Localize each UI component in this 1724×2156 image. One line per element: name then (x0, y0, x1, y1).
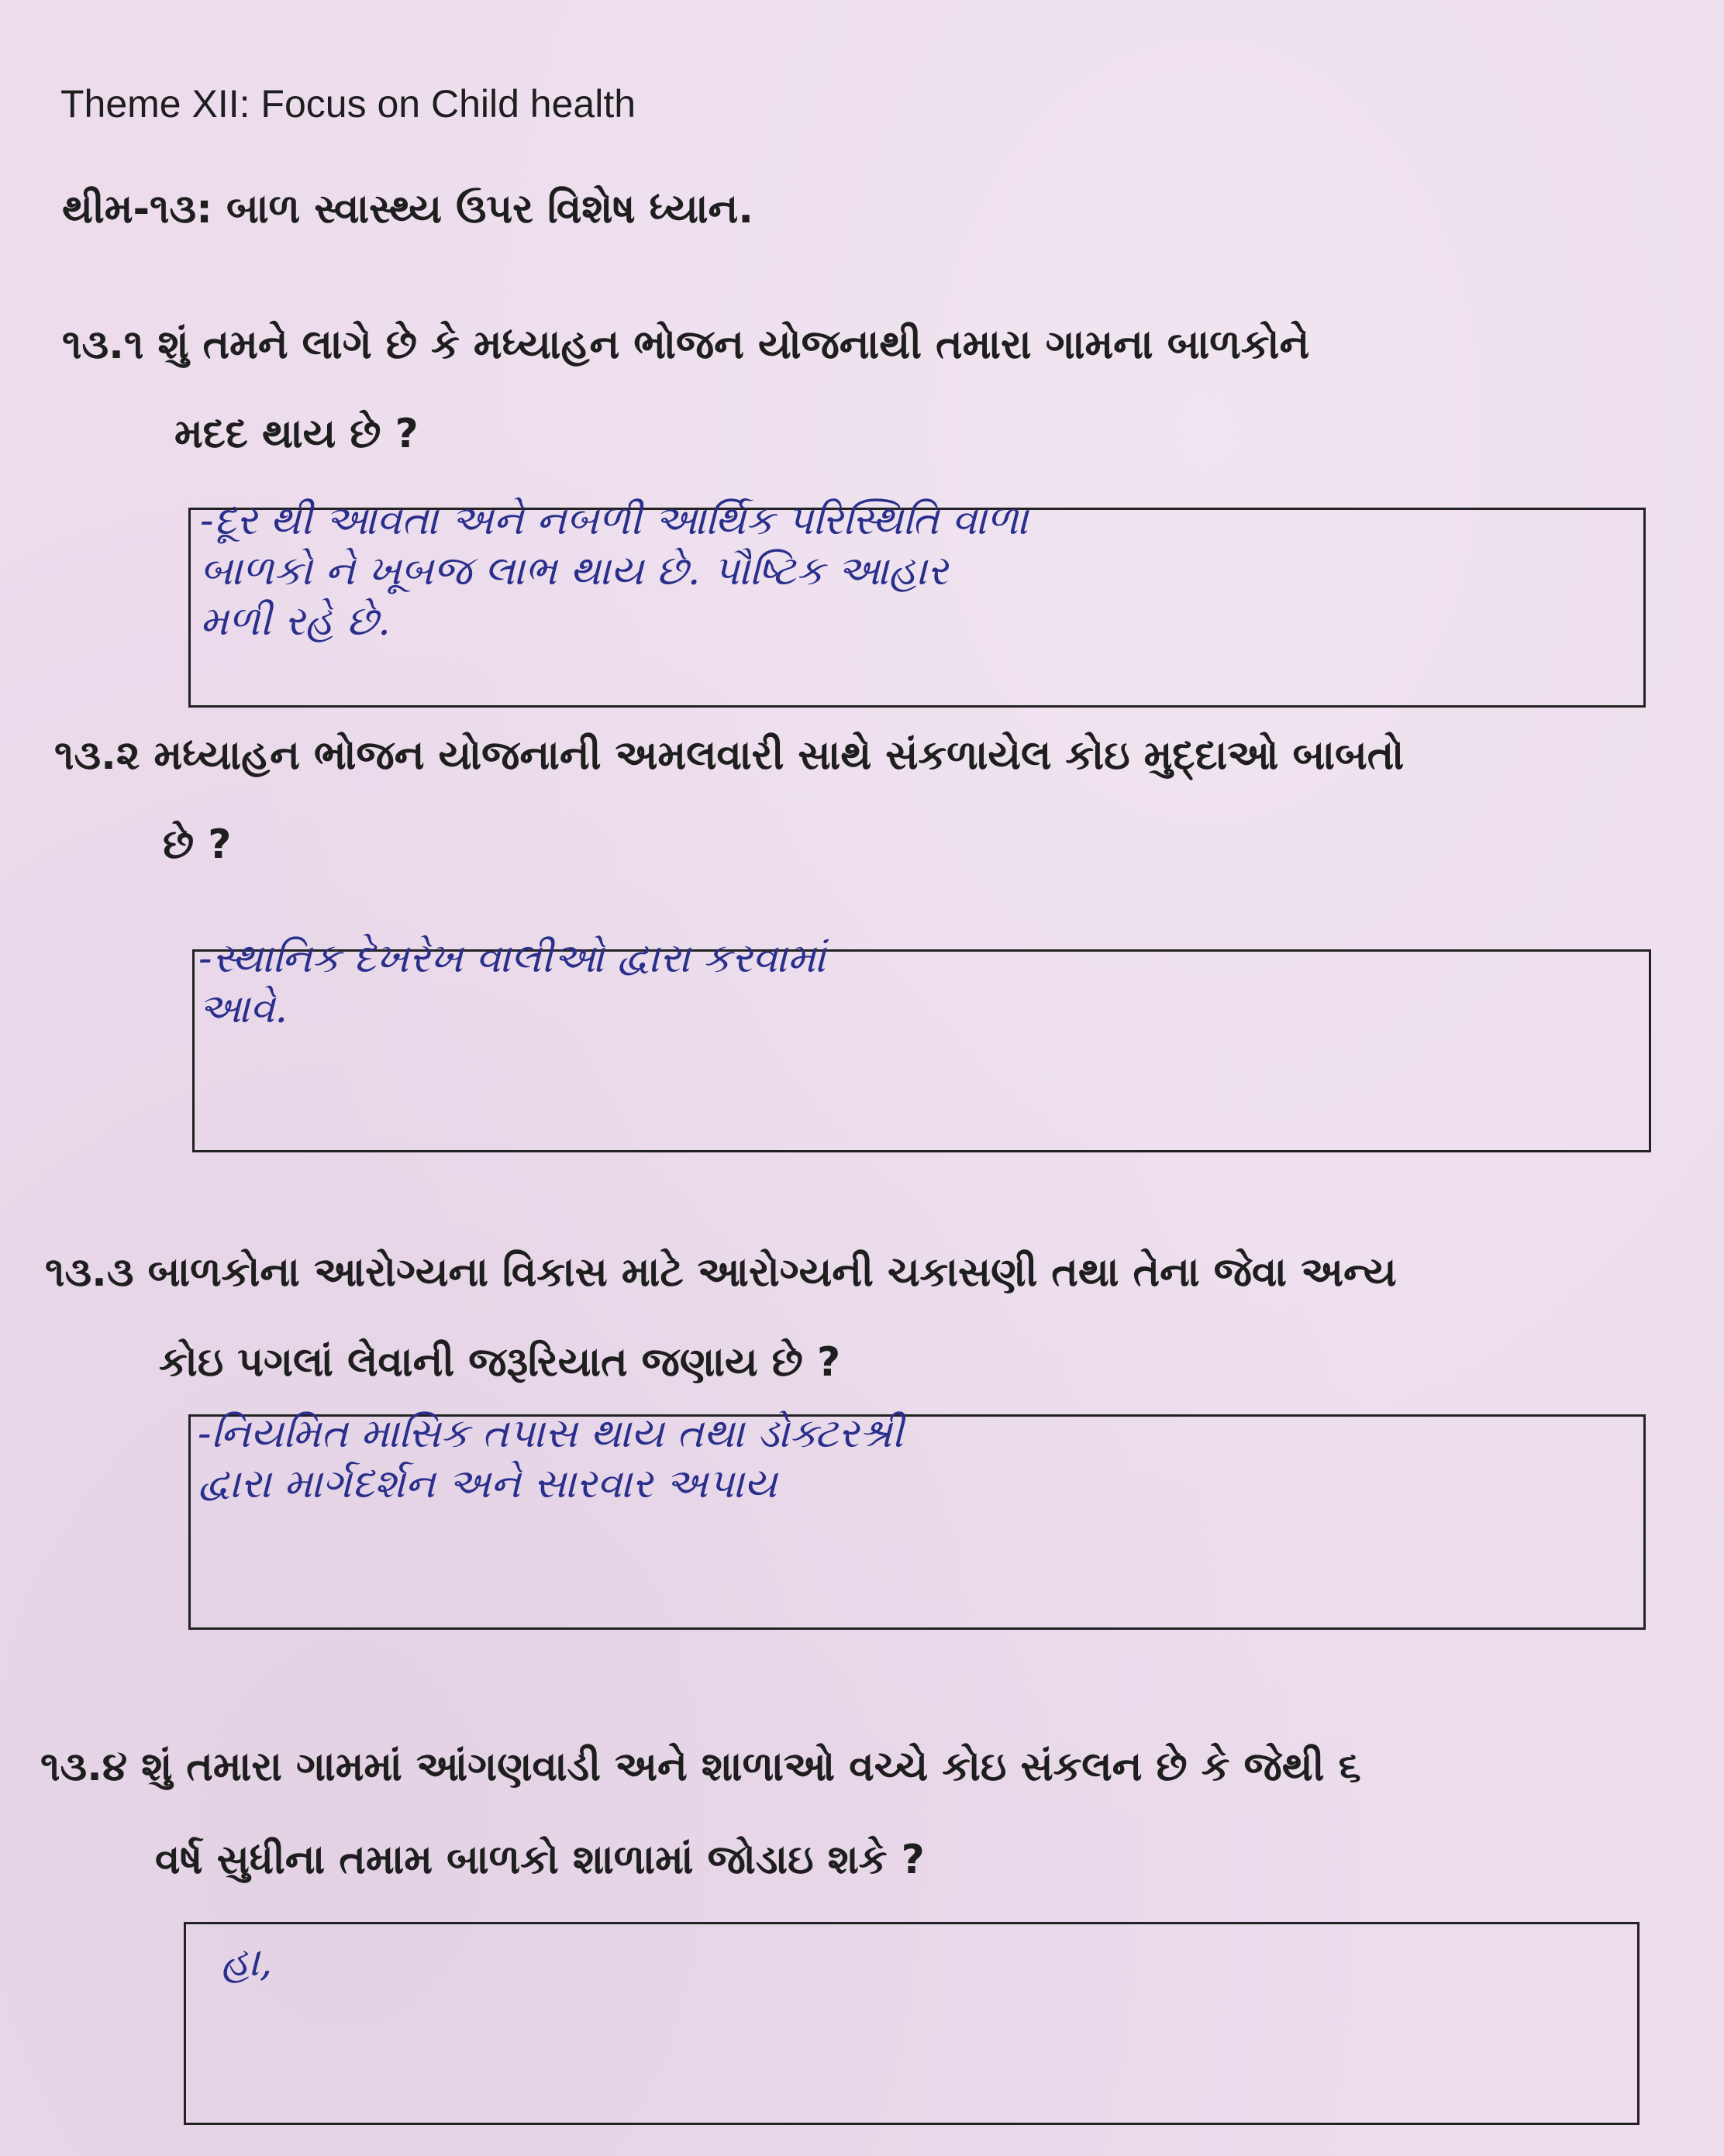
question-13-1-line1: ૧૩.૧ શું તમને લાગે છે કે મધ્યાહન ભોજન યોજનાથી તમારા ગામના બાળકોને (62, 322, 1310, 368)
theme-title-english: Theme XII: Focus on Child health (60, 82, 636, 126)
question-13-1-line2: મદદ થાય છે ? (174, 411, 419, 457)
question-13-2-line2: છે ? (163, 821, 232, 868)
answer-13-1: -દૂર થી આવતા અને નબળી આર્થિક પરિસ્થિતિ વાળા બાળકો ને ખૂબજ લાભ થાય છે. પૌષ્ટિક આહાર મળી રહે છે. (200, 498, 1029, 645)
answer-13-2: -સ્થાનિક દેખરેખ વાલીઓ દ્વારા કરવામાં આવે. (198, 935, 826, 1032)
answer-13-3: -નિયમિત માસિક તપાસ થાય તથા ડોક્ટરશ્રી દ્વારા માર્ગદર્શન અને સારવાર અપાય (198, 1410, 904, 1507)
question-13-3-line2: કોઇ પગલાં લેવાની જરૂરિયાત જણાય છે ? (159, 1339, 841, 1386)
question-13-4-line2: વર્ષ સુધીના તમામ બાળકો શાળામાં જોડાઇ શકે ? (155, 1837, 925, 1883)
theme-title-gujarati: થીમ-૧૩: બાળ સ્વાસ્થ્ય ઉપર વિશેષ ધ્યાન. (62, 186, 753, 232)
answer-13-4: હા, (221, 1939, 273, 1986)
question-13-2-line1: ૧૩.૨ મધ્યાહન ભોજન યોજનાની અમલવારી સાથે સંકળાયેલ કોઇ મુદ્દાઓ બાબતો (54, 732, 1405, 779)
question-13-4-line1: ૧૩.૪ શું તમારા ગામમાં આંગણવાડી અને શાળાઓ વચ્ચે કોઇ સંકલન છે કે જેથી ૬ (40, 1744, 1361, 1790)
question-13-3-line1: ૧૩.૩ બાળકોના આરોગ્યના વિકાસ માટે આરોગ્યની ચકાસણી તથા તેના જેવા અન્ય (45, 1249, 1397, 1296)
